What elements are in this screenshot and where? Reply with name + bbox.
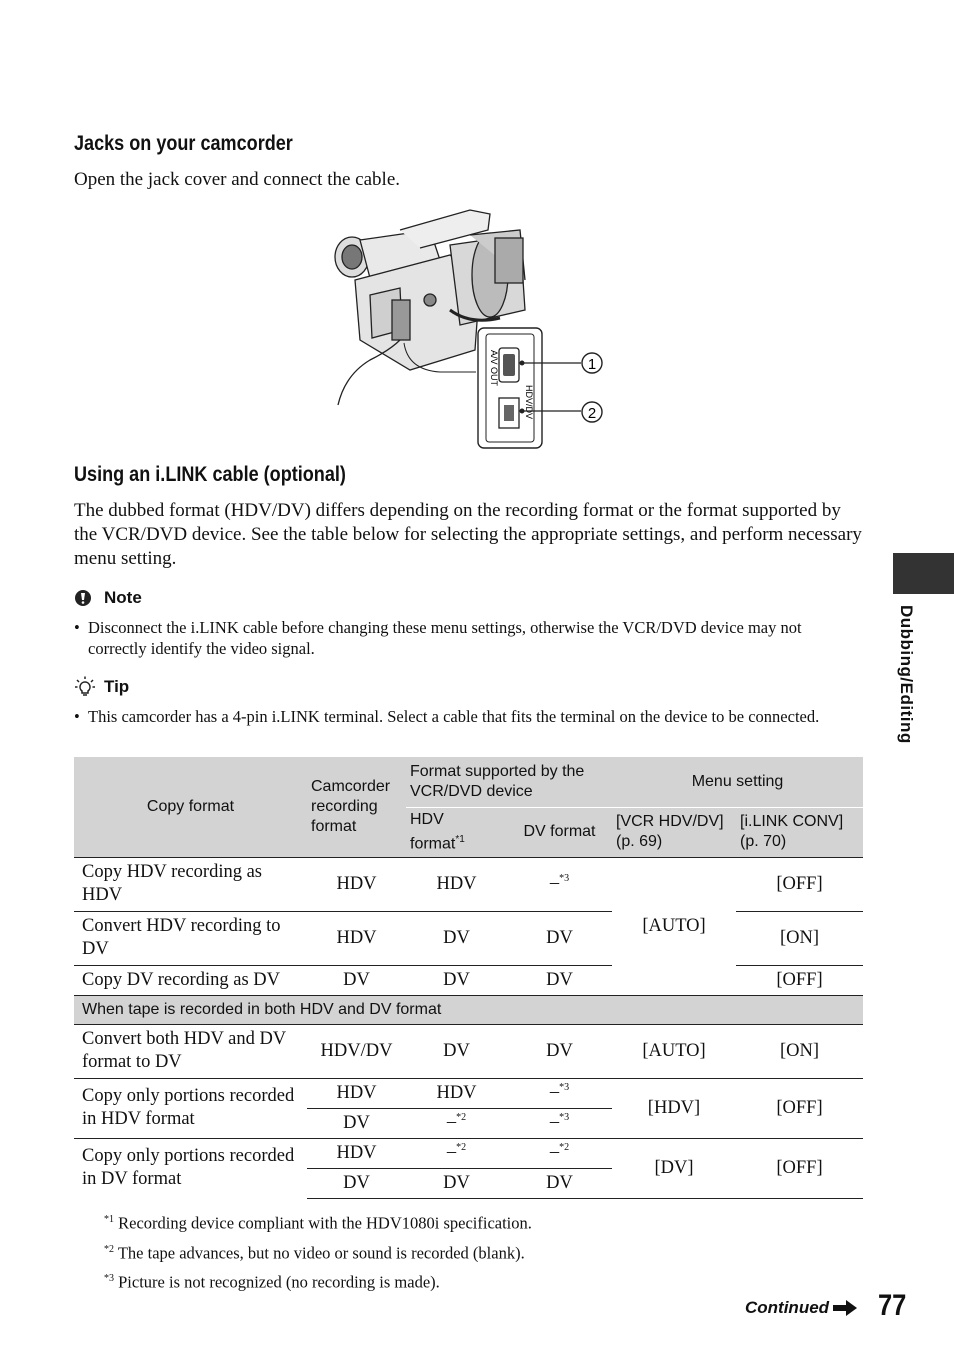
- table-header-row-1: [74, 757, 863, 807]
- cell-hdv: DV: [406, 911, 507, 965]
- note-header: [74, 588, 142, 608]
- header-hdv-footnote-mark: *1: [455, 833, 465, 845]
- header-format-supported: Format supported by the VCR/DVD device: [410, 762, 585, 800]
- cell-camcorder: DV: [307, 965, 406, 995]
- cell-ilink: [OFF]: [736, 965, 863, 995]
- cell-dv: DV: [507, 1168, 612, 1198]
- footnote-item: $^{*1}$ Recording device compliant with the HDV1080i specification.: [104, 1213, 532, 1233]
- header-dv-format: DV format: [507, 807, 612, 857]
- cell-camcorder: DV: [307, 1108, 406, 1138]
- cell-camcorder: DV: [307, 1168, 406, 1198]
- tip-bullet-text: This camcorder has a 4-pin i.LINK terminal. Select a cable that fits the terminal on the device to be connected.: [88, 707, 820, 726]
- cell-hdv: HDV: [406, 1078, 507, 1108]
- tip-label: Tip: [104, 677, 130, 696]
- continued-indicator: [745, 1298, 857, 1318]
- header-menu-setting: Menu setting: [691, 772, 784, 790]
- header-copy-format: Copy format: [146, 797, 235, 815]
- cell-hdv: DV: [406, 965, 507, 995]
- side-tab-text: Dubbing/Editing: [897, 605, 916, 744]
- table-row: [74, 857, 863, 911]
- cell-vcr-setting: [HDV]: [612, 1078, 736, 1138]
- footnote-item: $^{*2}$ The tape advances, but no video or sound is recorded (blank).: [104, 1243, 525, 1262]
- row-label: Copy DV recording as DV: [74, 965, 307, 995]
- lightbulb-icon: [74, 676, 96, 698]
- note-bullet: • Disconnect the i.LINK cable before changing these menu settings, otherwise the VCR/DVD device may not correctly identify the video signal.: [74, 617, 864, 659]
- note-icon: [74, 589, 92, 607]
- av-out-label: A/V OUT: [489, 350, 499, 387]
- cell-hdv: DV: [443, 1040, 470, 1061]
- footnote-item: $^{*3}$ Picture is not recognized (no recording is made).: [104, 1272, 440, 1292]
- cell-camcorder: HDV: [307, 1138, 406, 1168]
- cell-hdv: DV: [406, 1168, 507, 1198]
- row-label: Copy only portions recorded in HDV format: [74, 1078, 307, 1138]
- arrow-right-icon: [833, 1300, 857, 1316]
- cell-hdv: –$^{*2}$: [406, 1138, 507, 1168]
- table-row: [74, 965, 863, 995]
- cell-dv: –$^{*2}$: [507, 1138, 612, 1168]
- callout-2-number: 2: [587, 405, 597, 422]
- cell-hdv: HDV: [406, 857, 507, 911]
- section-heading-ilink: Using an i.LINK cable (optional): [74, 463, 346, 486]
- page-number: 77: [878, 1289, 907, 1322]
- cell-ilink: [OFF]: [736, 857, 863, 911]
- cell-vcr-setting: [AUTO]: [612, 857, 736, 995]
- cell-dv: DV: [507, 965, 612, 995]
- cell-ilink: [ON]: [736, 911, 863, 965]
- row-label: Copy HDV recording as HDV: [74, 857, 307, 911]
- cell-dv: –$^{*3}$: [507, 1078, 612, 1108]
- ilink-body-text: The dubbed format (HDV/DV) differs depending on the recording format or the format supported by the VCR/DVD device. See the table below for selecting the appropriate settings, and perform necessary menu setting.: [74, 500, 862, 569]
- header-vcr-hdvdv: [VCR HDV/DV] (p. 69): [612, 807, 736, 857]
- cell-camcorder: HDV: [307, 1078, 406, 1108]
- cell-ilink: [OFF]: [736, 1078, 863, 1138]
- tip-header: [74, 676, 129, 698]
- note-label: Note: [104, 588, 142, 607]
- side-tab-label: [896, 605, 918, 745]
- callout-1-number: 1: [587, 356, 597, 373]
- continued-label: Continued: [745, 1298, 830, 1317]
- dubbing-settings-table: [74, 757, 863, 1199]
- cell-dv: –$^{*3}$: [507, 1108, 612, 1138]
- row-label: Copy only portions recorded in DV format: [74, 1138, 307, 1198]
- cell-vcr-setting: [DV]: [612, 1138, 736, 1198]
- side-tab-block: [893, 553, 954, 594]
- header-hdv-format: HDV format$^{*1}$: [406, 807, 507, 857]
- table-row: [74, 911, 863, 965]
- cell-ilink: [OFF]: [736, 1138, 863, 1198]
- cell-ilink: [ON]: [779, 1040, 820, 1061]
- cell-dv: –$^{*3}$: [507, 857, 612, 911]
- cell-dv: DV: [507, 911, 612, 965]
- tip-bullet: • This camcorder has a 4-pin i.LINK terminal. Select a cable that fits the terminal on the device to be connected.: [74, 707, 820, 726]
- row-label: Convert both HDV and DV format to DV: [82, 1029, 286, 1072]
- header-ilink-conv: [i.LINK CONV] (p. 70): [736, 807, 863, 857]
- note-bullet-text: Disconnect the i.LINK cable before changing these menu settings, otherwise the VCR/DVD device may not correctly identify the video signal.: [88, 618, 802, 658]
- cell-hdv: –$^{*2}$: [406, 1108, 507, 1138]
- cell-dv: DV: [546, 1040, 573, 1061]
- cell-camcorder: HDV: [307, 857, 406, 911]
- hdv-dv-label: HDV/DV: [524, 385, 534, 420]
- table-row: [74, 1024, 863, 1078]
- camcorder-illustration: [300, 200, 620, 455]
- band-label: When tape is recorded in both HDV and DV format: [74, 995, 863, 1024]
- jacks-intro-text: Open the jack cover and connect the cable.: [74, 169, 401, 190]
- header-camcorder-format: Camcorder recording format: [311, 777, 391, 835]
- row-label: Convert HDV recording to DV: [74, 911, 307, 965]
- table-row: [74, 1078, 863, 1108]
- cell-vcr-setting: [AUTO]: [642, 1040, 706, 1061]
- footnotes: [104, 1207, 532, 1296]
- table-row: [74, 1138, 863, 1168]
- section-heading-jacks: Jacks on your camcorder: [74, 132, 293, 155]
- cell-camcorder: HDV/DV: [320, 1040, 393, 1061]
- cell-camcorder: HDV: [307, 911, 406, 965]
- table-band-row: [74, 995, 863, 1024]
